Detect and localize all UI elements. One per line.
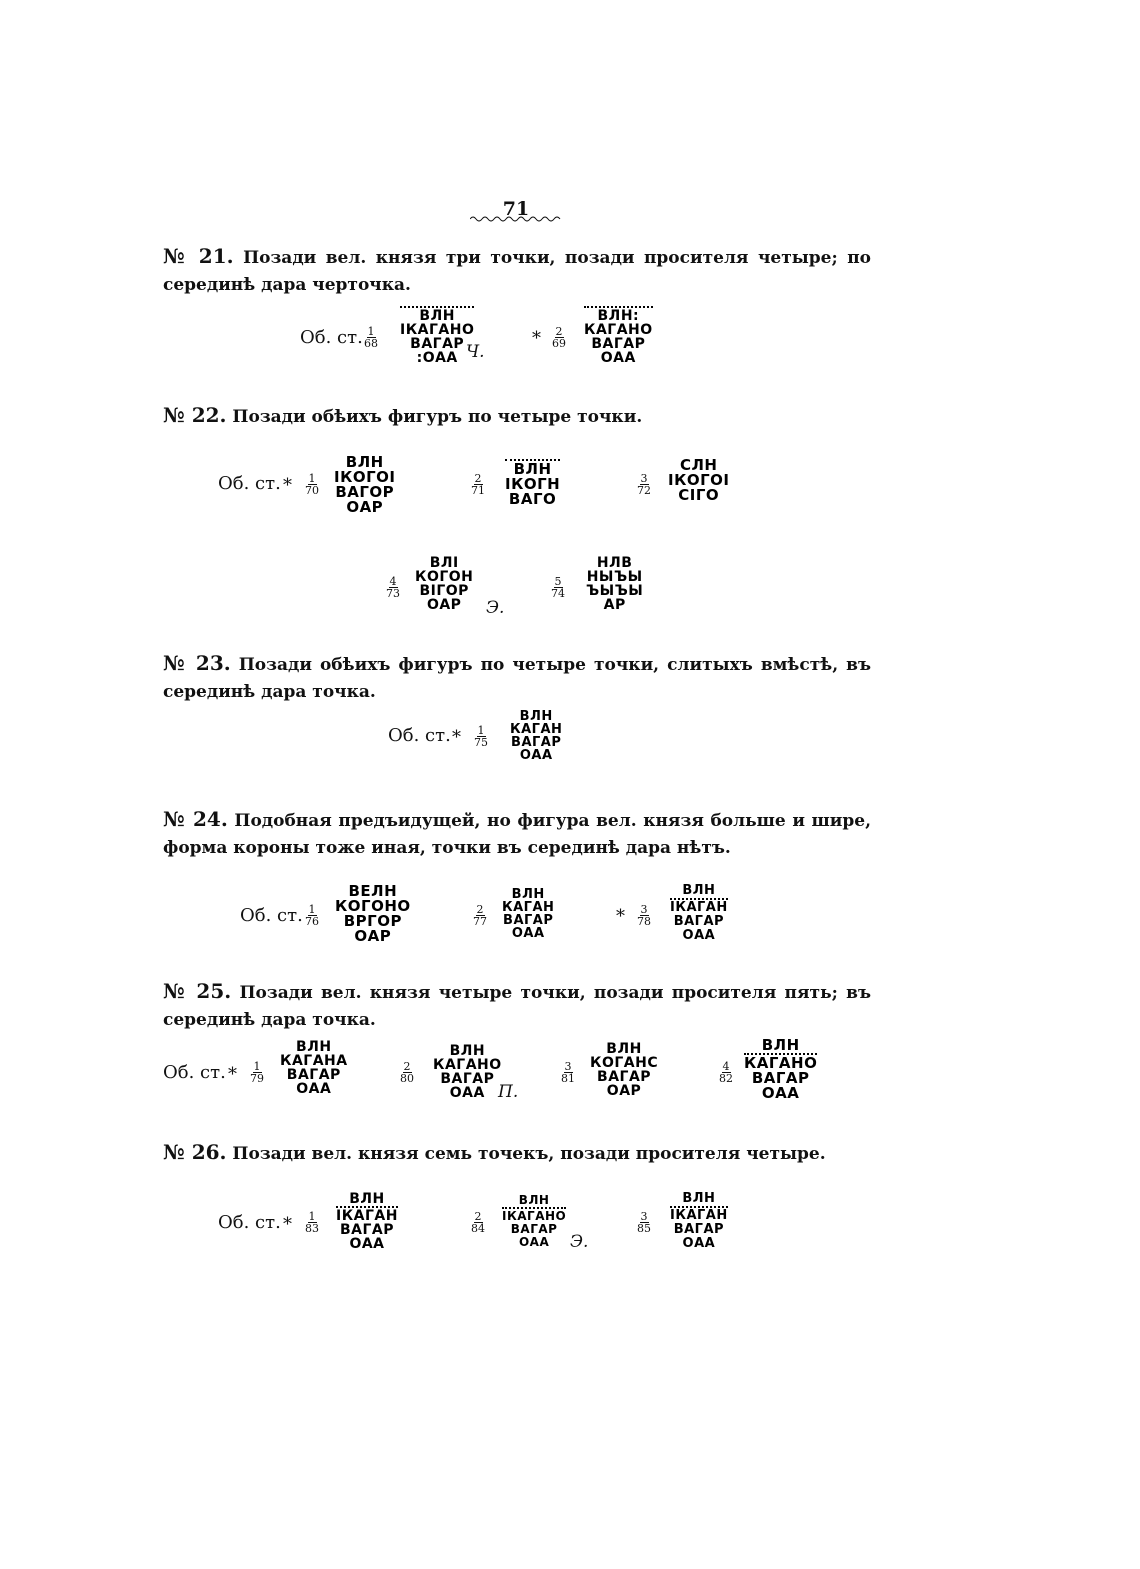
star-mark: * xyxy=(228,1064,237,1085)
coin-legend: СЛН ІКОГОІ СІГО xyxy=(668,456,730,504)
figure-fraction: $\frac{3}{72}$ xyxy=(637,472,651,497)
figure-fraction: $\frac{3}{81}$ xyxy=(561,1060,575,1085)
coin-legend: НЛВ НЫЪЫ ЪЫЪЫ АР xyxy=(586,555,644,613)
coin-legend: ВЛН КАГАНА ВАГАР ОАА xyxy=(280,1039,348,1097)
section-25 xyxy=(163,978,871,1034)
section-number: № 26. xyxy=(163,1140,227,1164)
section-26 xyxy=(163,1139,871,1168)
figure-mark-letter: Э. xyxy=(486,598,505,618)
section-number: № 23. xyxy=(163,651,231,675)
coin-legend: ВЛН КАГАН ВАГАР ОАА xyxy=(510,709,563,763)
coin-legend: ВЛН ІКАГАН ВАГАР ОАА xyxy=(670,1191,728,1251)
figure-fraction: $\frac{1}{76}$ xyxy=(305,903,319,928)
section-24 xyxy=(163,806,871,862)
figure-fraction: $\frac{1}{79}$ xyxy=(250,1060,264,1085)
section-21 xyxy=(163,243,871,299)
coin-legend: ВЛН ІКОГН ВАГО xyxy=(505,460,561,508)
coin-legend: ВЛН КАГАН ВАГАР ОАА xyxy=(502,887,555,941)
star-mark: * xyxy=(283,1214,292,1235)
figure-fraction: $\frac{3}{78}$ xyxy=(637,903,651,928)
star-mark: * xyxy=(452,727,461,748)
figure-fraction: $\frac{1}{70}$ xyxy=(305,472,319,497)
figure-fraction: $\frac{2}{71}$ xyxy=(471,472,485,497)
figure-mark-letter: Э. xyxy=(570,1232,589,1252)
section-text: Позади вел. князя четыре точки, позади просителя пять; въ серединѣ дара точка. xyxy=(163,983,872,1030)
figure-fraction: $\frac{3}{85}$ xyxy=(637,1210,651,1235)
coin-legend: ВЕЛН КОГОНО ВРГОР ОАР xyxy=(335,882,411,945)
figure-mark-letter: П. xyxy=(498,1082,519,1102)
coin-legend: ВЛН КАГАНО ВАГАР ОАА xyxy=(744,1036,818,1102)
figure-prefix: Об. ст. xyxy=(240,905,303,926)
coin-legend: ВЛН ІКАГАН ВАГАР ОАА xyxy=(670,883,728,943)
section-text: Подобная предъидущей, но фигура вел. князя больше и шире, форма короны тоже иная, точки въ серединѣ дара нѣтъ. xyxy=(163,811,872,858)
figure-fraction: $\frac{2}{80}$ xyxy=(400,1060,414,1085)
figure-fraction: $\frac{4}{73}$ xyxy=(386,575,400,600)
section-22 xyxy=(163,402,871,431)
page-number-ornament xyxy=(470,214,562,224)
section-text: Позади вел. князя семь точекъ, позади просителя четыре. xyxy=(232,1144,826,1164)
figure-fraction: $\frac{2}{77}$ xyxy=(473,903,487,928)
figure-fraction: $\frac{5}{74}$ xyxy=(551,575,565,600)
section-number: № 21. xyxy=(163,244,234,268)
figure-fraction: $\frac{1}{75}$ xyxy=(474,724,488,749)
page-number: 71 xyxy=(502,198,530,220)
figure-prefix: Об. ст. xyxy=(163,1062,226,1083)
coin-legend: ВЛН: КАГАНО ВАГАР ОАА xyxy=(584,308,653,366)
figure-prefix: Об. ст. xyxy=(300,327,363,348)
section-23 xyxy=(163,650,871,706)
section-text: Позади обѣихъ фигуръ по четыре точки. xyxy=(232,407,643,427)
coin-legend: ВЛН ІКОГОІ ВАГОР ОАР xyxy=(334,453,396,516)
figure-fraction: $\frac{2}{69}$ xyxy=(552,325,566,350)
coin-legend: ВЛН КАГАНО ВАГАР ОАА xyxy=(433,1043,502,1101)
figure-mark-letter: Ч. xyxy=(466,342,485,362)
coin-legend: ВЛН ІКАГАНО ВАГАР ОАА xyxy=(502,1193,567,1249)
coin-legend: ВЛН ІКАГАН ВАГАР ОАА xyxy=(336,1191,398,1252)
section-text: Позади вел. князя три точки, позади просителя четыре; по серединѣ дара черточка. xyxy=(163,248,872,295)
coin-legend: ВЛН ІКАГАНО ВАГАР :ОАА xyxy=(400,308,475,366)
star-mark: * xyxy=(532,328,541,349)
figure-fraction: $\frac{1}{83}$ xyxy=(305,1210,319,1235)
figure-prefix: Об. ст. xyxy=(218,1212,281,1233)
figure-fraction: $\frac{2}{84}$ xyxy=(471,1210,485,1235)
figure-prefix: Об. ст. xyxy=(388,725,451,746)
star-mark: * xyxy=(616,906,625,927)
section-number: № 22. xyxy=(163,403,227,427)
figure-prefix: Об. ст. xyxy=(218,473,281,494)
coin-legend: ВЛІ КОГОН ВІГОР ОАР xyxy=(415,555,474,613)
figure-fraction: $\frac{4}{82}$ xyxy=(719,1060,733,1085)
section-number: № 25. xyxy=(163,979,232,1003)
figure-fraction: $\frac{1}{68}$ xyxy=(364,325,378,350)
section-text: Позади обѣихъ фигуръ по четыре точки, слитыхъ вмѣстѣ, въ серединѣ дара точка. xyxy=(163,655,872,702)
coin-legend: ВЛН КОГАНС ВАГАР ОАР xyxy=(590,1041,659,1099)
star-mark: * xyxy=(283,475,292,496)
section-number: № 24. xyxy=(163,807,228,831)
